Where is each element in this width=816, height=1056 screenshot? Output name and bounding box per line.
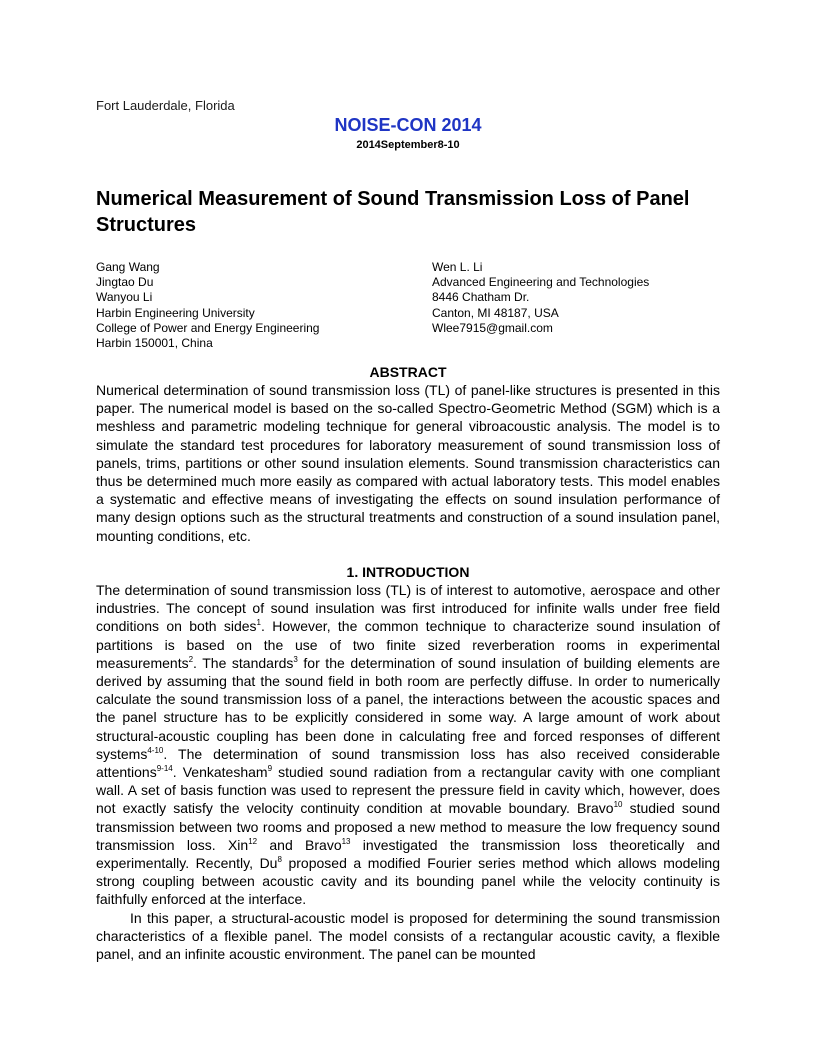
citation-superscript: 10 <box>613 800 623 810</box>
text-run: studied sound transmission between two rooms and proposed a new method to measure the low frequency sound transmission loss. Xin <box>96 800 720 853</box>
author-line: Jingtao Du <box>96 275 154 290</box>
abstract-paragraph: Numerical determination of sound transmission loss (TL) of panel-like structures is presented in this paper. The numerical model is based on the so-called Spectro-Geometric Method (SGM) which is a meshless and parametric modeling technique for general vibroacoustic analysis. The model is to simulate the standard test procedures for laboratory measurement of sound transmission loss of panels, trims, partitions or other sound insulation elements. Sound transmission characteristics can thus be determined much more easily as compared with actual laboratory tests. This model enables a systematic and effective means of investigating the effects on sound insulation performance of many design options such as the structural treatments and construction of a sound insulation panel, mounting conditions, etc. <box>96 382 720 544</box>
author-line: Gang Wang <box>96 260 160 274</box>
affiliation-line: Harbin Engineering University <box>96 305 255 320</box>
citation-superscript: 13 <box>341 836 351 846</box>
abstract-heading: ABSTRACT <box>369 364 447 380</box>
text-run: . The standards <box>193 654 294 671</box>
text-run: and Bravo <box>257 836 342 853</box>
introduction-paragraph-1 <box>96 581 720 909</box>
citation-superscript: 4-10 <box>147 745 164 755</box>
author-email: Wlee7915@gmail.com <box>432 320 553 335</box>
affiliation-line: 8446 Chatham Dr. <box>432 290 530 305</box>
text-run: for the determination of sound insulation of building elements are derived by assuming that the sound field in both room are perfectly diffuse. In order to numerically calculate the sound transmission loss of a panel, the interactions between the acoustic spaces and the panel structure has to be explicitly considered in some way. A large amount of work about structural-acoustic coupling has been done in calculating free and forced responses of different systems <box>96 654 720 762</box>
author-line: Wen L. Li <box>432 260 483 274</box>
text-run: proposed a modified Fourier series method which allows modeling strong coupling between acoustic cavity and its bounding panel while the velocity continuity is faithfully enforced at the interface. <box>96 855 721 908</box>
affiliation-line: College of Power and Energy Engineering <box>96 320 320 335</box>
citation-superscript: 2 <box>188 654 194 664</box>
citation-superscript: 1 <box>256 618 261 628</box>
text-run: The determination of sound transmission loss (TL) is of interest to automotive, aerospace and other industries. The concept of sound insulation was first introduced for infinite walls under free field conditions on both sides <box>96 582 720 635</box>
authors-block-left <box>96 260 319 351</box>
introduction-heading: 1. INTRODUCTION <box>346 564 470 580</box>
conference-name: NOISE-CON 2014 <box>334 115 482 135</box>
venue-location: Fort Lauderdale, Florida <box>96 98 235 113</box>
citation-superscript: 3 <box>293 654 298 664</box>
author-line: Wanyou Li <box>96 290 153 305</box>
text-run: . However, the common technique to characterize sound insulation of partitions is based on the use of two finite sized reverberation rooms in experimental measurements <box>96 618 720 671</box>
introduction-text <box>96 581 720 963</box>
conference-dates: 2014September8-10 <box>356 139 460 151</box>
citation-superscript: 9-14 <box>156 764 173 774</box>
citation-superscript: 9 <box>267 764 273 774</box>
authors-block-right <box>432 260 649 336</box>
paper-title: Numerical Measurement of Sound Transmission Loss of Panel Structures <box>96 188 690 236</box>
introduction-paragraph-2: In this paper, a structural-acoustic model is proposed for determining the sound transmission characteristics of a flexible panel. The model consists of a rectangular acoustic cavity, a flexible panel, and an infinite acoustic environment. The panel can be mounted <box>96 909 720 963</box>
citation-superscript: 8 <box>277 855 282 865</box>
citation-superscript: 12 <box>248 836 258 846</box>
text-run: investigated the transmission loss theoretically and experimentally. Recently, Du <box>96 836 720 872</box>
abstract-text <box>96 381 720 545</box>
text-run: . The determination of sound transmission loss has also received considerable attentions <box>96 745 720 781</box>
text-run: studied sound radiation from a rectangular cavity with one compliant wall. A set of basis function was used to represent the pressure field in cavity which, however, does not exactly satisfy the velocity continuity condition at movable boundary. Bravo <box>96 764 720 817</box>
text-run: . Venkatesham <box>172 764 268 781</box>
affiliation-line: Canton, MI 48187, USA <box>432 305 559 320</box>
affiliation-line: Advanced Engineering and Technologies <box>432 275 650 290</box>
affiliation-line: Harbin 150001, China <box>96 336 213 351</box>
